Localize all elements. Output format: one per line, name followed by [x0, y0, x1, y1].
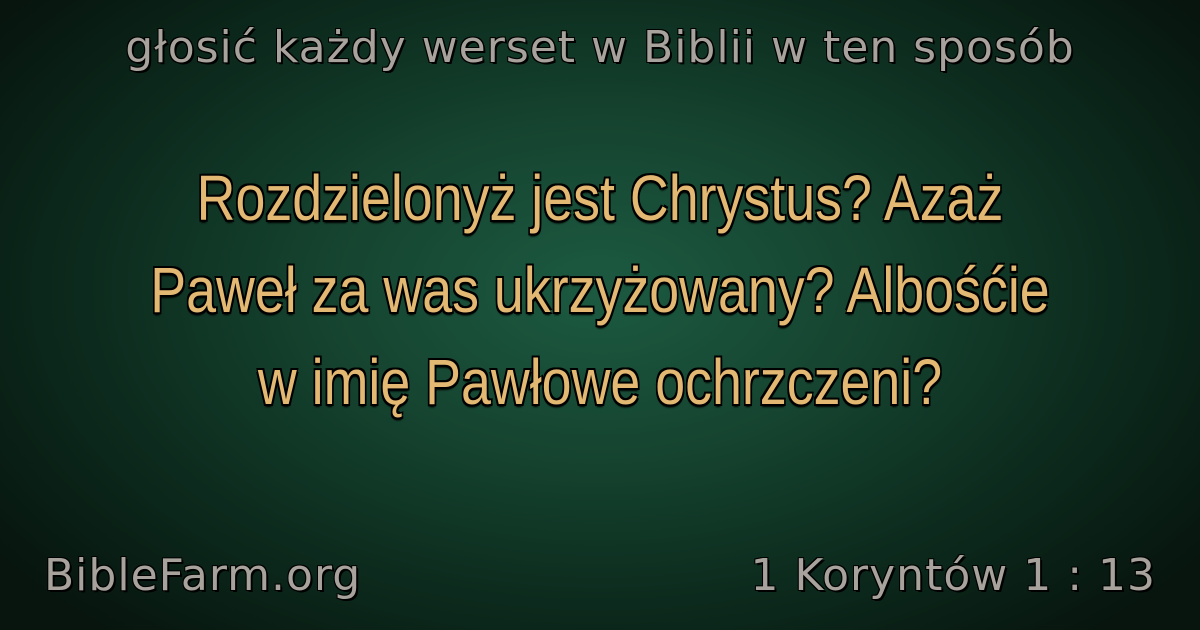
- tagline: głosić każdy werset w Biblii w ten sposób: [125, 22, 1075, 73]
- verse-reference: 1 Koryntów 1 : 13: [750, 550, 1156, 601]
- verse-line: Paweł za was ukrzyżowany? Albośćie: [150, 254, 1050, 326]
- verse-text: [130, 152, 1071, 428]
- site-link[interactable]: BibleFarm.org: [44, 550, 362, 601]
- verse-line: Rozdzielonyż jest Chrystus? Azaż: [196, 162, 1004, 234]
- verse-line: w imię Pawłowe ochrzczeni?: [257, 346, 943, 418]
